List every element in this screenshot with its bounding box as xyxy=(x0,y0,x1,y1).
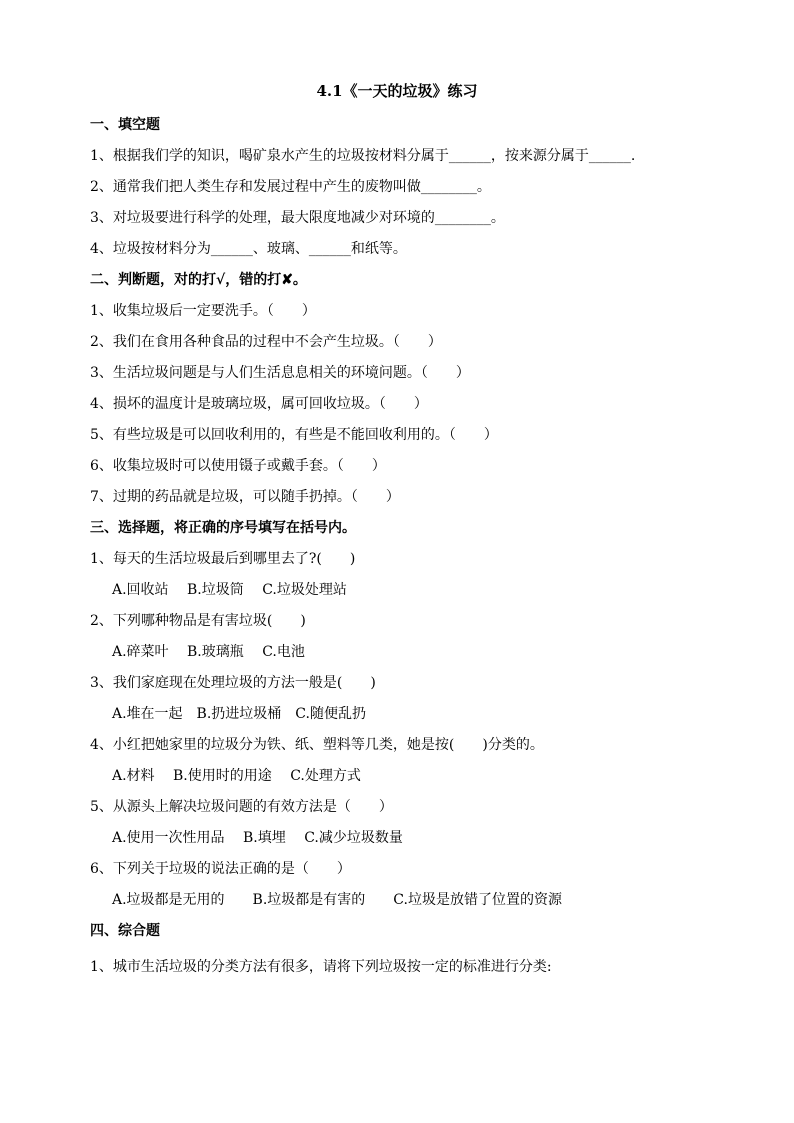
section-heading-comprehensive: 四、综合题 xyxy=(90,923,160,939)
choice-question-2: 2、下列哪种物品是有害垃圾( ) xyxy=(90,613,306,629)
choice-question-3: 3、我们家庭现在处理垃圾的方法一般是( ) xyxy=(90,675,376,691)
judge-question-3: 3、生活垃圾问题是与人们生活息息相关的环境问题。（ ） xyxy=(90,365,470,381)
section-heading-judge: 二、判断题，对的打√，错的打✘。 xyxy=(90,272,307,288)
judge-question-7: 7、过期的药品就是垃圾，可以随手扔掉。（ ） xyxy=(90,489,400,505)
choice-options-2: A.碎菜叶 B.玻璃瓶 C.电池 xyxy=(112,644,305,660)
judge-question-4: 4、损坏的温度计是玻璃垃圾，属可回收垃圾。（ ） xyxy=(90,396,428,412)
page-title: 4.1《一天的垃圾》练习 xyxy=(316,82,478,100)
fill-question-4: 4、垃圾按材料分为______、玻璃、______和纸等。 xyxy=(90,241,407,257)
choice-options-1: A.回收站 B.垃圾筒 C.垃圾处理站 xyxy=(112,582,347,598)
judge-question-6: 6、收集垃圾时可以使用镊子或戴手套。（ ） xyxy=(90,458,386,474)
comprehensive-question-1: 1、城市生活垃圾的分类方法有很多，请将下列垃圾按一定的标准进行分类: xyxy=(90,959,552,975)
section-heading-fill: 一、填空题 xyxy=(90,117,160,133)
judge-question-5: 5、有些垃圾是可以回收利用的，有些是不能回收利用的。（ ） xyxy=(90,427,498,443)
choice-question-4: 4、小红把她家里的垃圾分为铁、纸、塑料等几类，她是按( )分类的。 xyxy=(90,737,544,753)
choice-question-6: 6、下列关于垃圾的说法正确的是（ ） xyxy=(90,861,351,877)
section-heading-choice: 三、选择题，将正确的序号填写在括号内。 xyxy=(90,520,356,536)
fill-question-2: 2、通常我们把人类生存和发展过程中产生的废物叫做________。 xyxy=(90,179,491,195)
choice-question-5: 5、从源头上解决垃圾问题的有效方法是（ ） xyxy=(90,799,393,815)
judge-question-2: 2、我们在食用各种食品的过程中不会产生垃圾。（ ） xyxy=(90,334,442,350)
fill-question-3: 3、对垃圾要进行科学的处理，最大限度地减少对环境的________。 xyxy=(90,210,505,226)
choice-options-4: A.材料 B.使用时的用途 C.处理方式 xyxy=(112,768,361,784)
choice-options-6: A.垃圾都是无用的 B.垃圾都是有害的 C.垃圾是放错了位置的资源 xyxy=(112,892,562,908)
choice-options-3: A.堆在一起 B.扔进垃圾桶 C.随便乱扔 xyxy=(112,706,366,722)
choice-question-1: 1、每天的生活垃圾最后到哪里去了?( ) xyxy=(90,551,356,567)
choice-options-5: A.使用一次性用品 B.填埋 C.减少垃圾数量 xyxy=(112,830,403,846)
judge-question-1: 1、收集垃圾后一定要洗手。（ ） xyxy=(90,303,316,319)
fill-question-1: 1、根据我们学的知识，喝矿泉水产生的垃圾按材料分属于______，按来源分属于______. xyxy=(90,148,636,164)
